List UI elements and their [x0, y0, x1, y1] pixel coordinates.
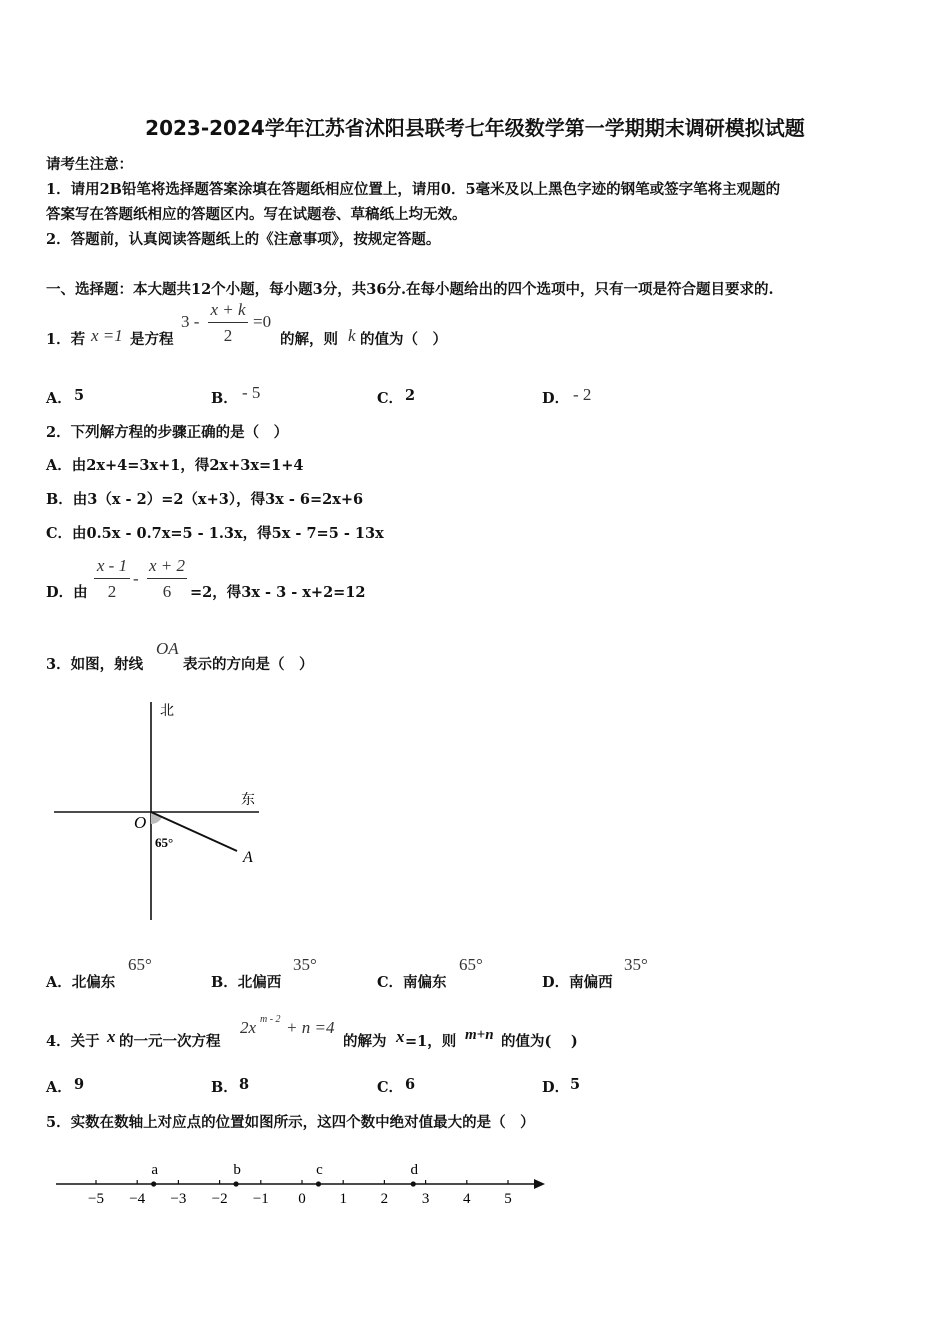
q4-expression: m+n	[465, 1027, 494, 1043]
q3-option-c-value: 65°	[459, 955, 483, 974]
q4-option-c-value: 6	[405, 1076, 416, 1093]
q1-option-d-label: D．	[542, 390, 570, 407]
q1-var: k	[348, 326, 356, 345]
q1-option-c-value: 2	[405, 387, 416, 404]
point-label-b: b	[233, 1162, 241, 1178]
q3-direction-figure	[40, 690, 280, 930]
q4-option-a-label: A．	[46, 1079, 72, 1096]
notice-item1-line1: 1．请用2B铅笔将选择题答案涂填在答题纸相应位置上，请用0．5毫米及以上黑色字迹的钢笔或签字笔将主观题的	[46, 181, 781, 198]
q4-suffix1: 的解为	[343, 1033, 387, 1050]
q3-option-b-value: 35°	[293, 955, 317, 974]
q1-fraction-bar	[208, 322, 248, 323]
angle-label: 65°	[155, 835, 174, 850]
q3-option-d-value: 35°	[624, 955, 648, 974]
tick-label: −3	[170, 1191, 187, 1207]
q1-option-a-label: A．	[46, 390, 72, 407]
q4-option-b-label: B．	[211, 1079, 238, 1096]
q2-option-a: A．由2x+4=3x+1，得2x+3x=1+4	[46, 457, 304, 474]
q1-condition: x =1	[91, 326, 123, 345]
q1-numerator: x + k	[210, 300, 246, 319]
q3-ray: OA	[156, 639, 179, 658]
q1-eq-tail: =0	[253, 312, 272, 331]
q3-prefix: 3．如图，射线	[46, 656, 144, 673]
point-c	[316, 1181, 321, 1186]
notice-heading: 请考生注意：	[46, 156, 133, 173]
q4-option-a-value: 9	[74, 1076, 85, 1093]
q1-mid: 是方程	[130, 331, 174, 348]
point-a	[151, 1181, 156, 1186]
point-d	[411, 1181, 416, 1186]
q4-solution-var: x	[396, 1027, 405, 1046]
q2-d-den2: 6	[162, 582, 172, 601]
q5-stem: 5．实数在数轴上对应点的位置如图所示，这四个数中绝对值最大的是（ ）	[46, 1114, 535, 1131]
q1-option-b-label: B．	[211, 390, 238, 407]
q4-option-d-label: D．	[542, 1079, 570, 1096]
q4-option-b-value: 8	[239, 1076, 250, 1093]
q3-option-b-label: B．北偏西	[211, 974, 282, 991]
q2-d-num1: x - 1	[96, 556, 128, 575]
q4-suffix2: =1，则	[405, 1033, 457, 1050]
q2-d-minus: -	[133, 569, 139, 588]
q2-d-bar2	[147, 578, 187, 579]
q2-d-prefix: D．由	[46, 584, 88, 601]
north-label: 北	[160, 704, 174, 719]
q2-option-b: B．由3（x - 2）=2（x+3），得3x - 6=2x+6	[46, 491, 364, 508]
q3-suffix: 表示的方向是（ ）	[183, 656, 314, 673]
q1-suffix1: 的解，则	[280, 331, 338, 348]
q4-prefix: 4．关于	[46, 1033, 100, 1050]
q1-prefix: 1．若	[46, 331, 86, 348]
page-title: 2023-2024学年江苏省沭阳县联考七年级数学第一学期期末调研模拟试题	[145, 116, 805, 140]
number-line-arrow	[534, 1179, 545, 1189]
q3-option-a-label: A．北偏东	[46, 974, 116, 991]
q4-var: x	[107, 1027, 116, 1046]
q1-option-b-value: - 5	[242, 383, 261, 402]
q2-d-bar1	[94, 578, 130, 579]
q2-stem: 2．下列解方程的步骤正确的是（ ）	[46, 424, 289, 441]
point-b	[233, 1181, 238, 1186]
q4-mid: 的一元一次方程	[119, 1033, 221, 1050]
tick-label: 0	[298, 1191, 306, 1207]
q1-suffix2: 的值为（ ）	[360, 331, 447, 348]
q5-number-line	[40, 1150, 560, 1220]
q1-eq-lead: 3 -	[181, 312, 200, 331]
tick-label: −4	[129, 1191, 146, 1207]
q3-option-d-label: D．南偏西	[542, 974, 613, 991]
q2-d-den1: 2	[107, 582, 117, 601]
q4-eq-rest: + n =4	[286, 1018, 335, 1037]
east-label: 东	[241, 793, 255, 808]
q3-option-c-label: C．南偏东	[377, 974, 447, 991]
q3-option-a-value: 65°	[128, 955, 152, 974]
point-a-label: A	[243, 849, 253, 866]
q1-option-c-label: C．	[377, 390, 404, 407]
q4-suffix3: 的值为( )	[501, 1033, 578, 1050]
q4-option-c-label: C．	[377, 1079, 404, 1096]
notice-item1-line2: 答案写在答题纸相应的答题区内。写在试题卷、草稿纸上均无效。	[46, 206, 467, 223]
q4-eq-exponent: m - 2	[260, 1014, 281, 1025]
tick-label: −1	[252, 1191, 269, 1207]
q2-d-suffix: =2，得3x - 3 - x+2=12	[190, 584, 366, 601]
point-label-c: c	[316, 1162, 323, 1178]
q1-option-d-value: - 2	[573, 385, 592, 404]
tick-label: 4	[463, 1191, 471, 1207]
q1-option-a-value: 5	[74, 387, 85, 404]
tick-label: 1	[339, 1191, 347, 1207]
point-label-d: d	[410, 1162, 418, 1178]
point-label-a: a	[151, 1162, 159, 1178]
notice-item2: 2．答题前，认真阅读答题纸上的《注意事项》，按规定答题。	[46, 231, 441, 248]
q2-d-num2: x + 2	[148, 556, 186, 575]
tick-label: 3	[421, 1191, 430, 1207]
tick-label: −5	[88, 1191, 104, 1207]
q2-option-c: C．由0.5x - 0.7x=5 - 1.3x，得5x - 7=5 - 13x	[46, 525, 384, 542]
tick-label: 2	[380, 1191, 389, 1207]
q4-eq-coef: 2x	[240, 1018, 257, 1037]
origin-label: O	[134, 813, 147, 832]
q4-option-d-value: 5	[570, 1076, 581, 1093]
tick-label: −2	[211, 1191, 228, 1207]
section-heading: 一、选择题：本大题共12个小题，每小题3分，共36分.在每小题给出的四个选项中，只有一项是符合题目要求的.	[46, 281, 774, 298]
q1-denominator: 2	[223, 326, 233, 345]
tick-label: 5	[504, 1191, 512, 1207]
